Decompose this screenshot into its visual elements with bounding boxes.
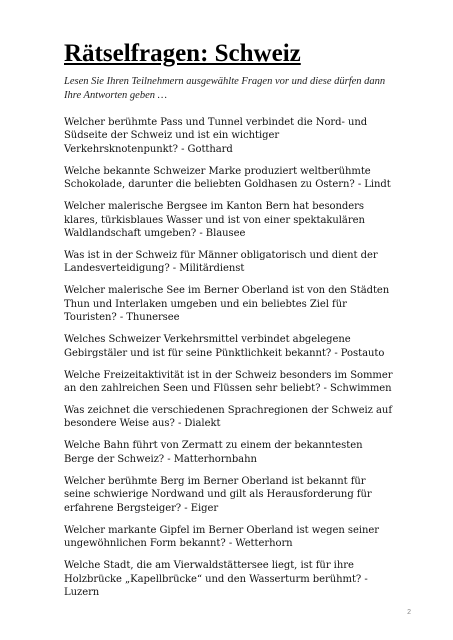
question-item: Welche Stadt, die am Vierwaldstättersee liegt, ist für ihre Holzbrücke „Kapellbrücke“ und den Wasserturm berühmt? - Luzern bbox=[64, 560, 368, 598]
intro-text: Lesen Sie Ihren Teilnehmern ausgewählte Fragen vor und diese dürfen dann Ihre Antworten geben … bbox=[64, 76, 386, 101]
question-item: Welche Bahn führt von Zermatt zu einem der bekanntesten Berge der Schweiz? - Matterhornbahn bbox=[64, 440, 363, 465]
question-item: Welches Schweizer Verkehrsmittel verbindet abgelegene Gebirgstäler und ist für seine Pünktlichkeit bekannt? - Postauto bbox=[64, 334, 385, 359]
question-item: Welcher malerische See im Berner Oberland ist von den Städten Thun und Interlaken umgeben und ein beliebtes Ziel für Touristen? - Thunersee bbox=[64, 285, 390, 324]
question-item: Welcher berühmte Pass und Tunnel verbindet die Nord- und Südseite der Schweiz und ist ein wichtiger Verkehrsknotenpunkt? - Gotthard bbox=[64, 117, 368, 155]
question-item: Welcher malerische Bergsee im Kanton Bern hat besonders klares, türkisblaues Wasser und ist von einer spektakulären Waldlandschaft umgeben? - Blausee bbox=[64, 201, 365, 240]
page-number: 2 bbox=[407, 609, 411, 616]
page-title: Rätselfragen: Schweiz bbox=[64, 40, 301, 67]
question-item: Was ist in der Schweiz für Männer obligatorisch und dient der Landesverteidigung? - Militärdienst bbox=[64, 250, 378, 275]
question-item: Welche bekannte Schweizer Marke produziert weltberühmte Schokolade, darunter die beliebten Goldhasen zu Ostern? - Lindt bbox=[64, 165, 391, 191]
question-item: Welcher berühmte Berg im Berner Oberland ist bekannt für seine schwierige Nordwand und gilt als Herausforderung für erfahrene Bergsteiger? - Eiger bbox=[64, 475, 372, 514]
question-list bbox=[64, 116, 394, 608]
question-item: Welche Freizeitaktivität ist in der Schweiz besonders im Sommer an den zahlreichen Seen und Flüssen sehr beliebt? - Schwimmen bbox=[64, 369, 393, 395]
question-item: Was zeichnet die verschiedenen Sprachregionen der Schweiz auf besondere Weise aus? - Dialekt bbox=[64, 405, 392, 430]
question-item: Welcher markante Gipfel im Berner Oberland ist wegen seiner ungewöhnlichen Form bekannt? - Wetterhorn bbox=[64, 524, 379, 550]
